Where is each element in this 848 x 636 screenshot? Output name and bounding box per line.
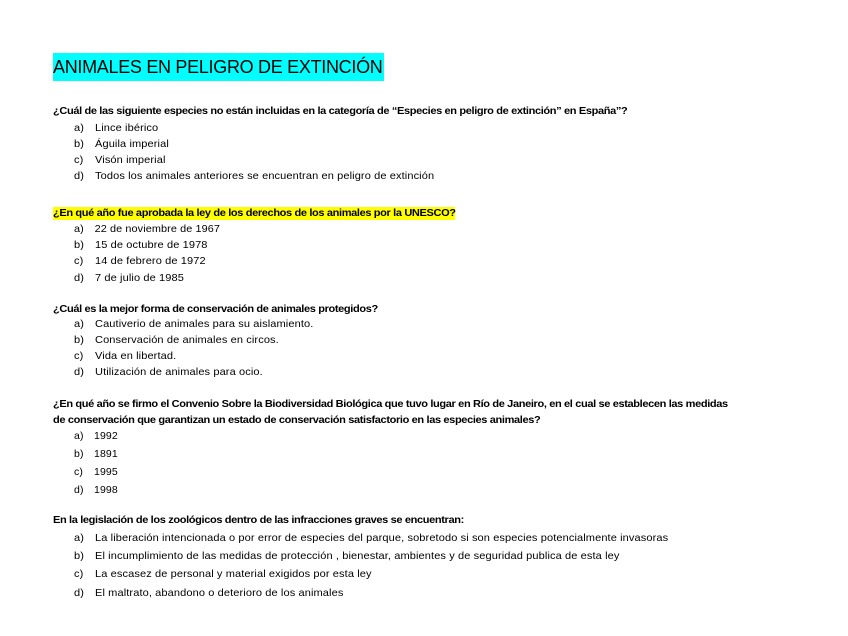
option-letter: a) [74,318,85,330]
option-text: El incumplimiento de las medidas de protección , bienestar, ambientes y de seguridad publica de esta ley [95,550,620,562]
option-text: 22 de noviembre de 1967 [94,223,220,235]
option-letter: a) [74,430,84,442]
option-letter: a) [74,223,84,235]
option-letter: c) [74,350,84,362]
answer-option [74,430,118,443]
option-text: 1995 [94,466,118,478]
answer-option [74,318,313,331]
answer-option [74,350,176,363]
answer-option [74,448,118,461]
option-letter: b) [74,138,85,150]
option-text: Vida en libertad. [95,350,177,362]
answer-option [74,138,169,151]
answer-option [74,272,184,285]
option-text: 7 de julio de 1985 [95,272,184,284]
option-text: Lince ibérico [95,122,159,134]
question-text: ¿En qué año fue aprobada la ley de los derechos de los animales por la UNESCO? [53,207,456,219]
answer-option [74,255,206,268]
option-letter: d) [74,272,85,284]
option-letter: b) [74,550,85,562]
option-letter: b) [74,334,85,346]
option-text: Todos los animales anteriores se encuentran en peligro de extinción [95,170,435,182]
option-letter: d) [74,587,85,599]
option-letter: c) [74,568,84,580]
option-letter: d) [74,484,84,496]
question-text: de conservación que garantizan un estado de conservación satisfactorio en las especies animales? [53,414,541,426]
option-text: Cautiverio de animales para su aislamiento. [95,318,314,330]
option-text: 14 de febrero de 1972 [95,255,206,267]
option-text: 1992 [94,430,118,442]
document-title: ANIMALES EN PELIGRO DE EXTINCIÓN [53,53,384,81]
option-text: Conservación de animales en circos. [95,334,279,346]
option-letter: c) [74,466,83,478]
option-text: El maltrato, abandono o deterioro de los animales [95,587,344,599]
question-text: En la legislación de los zoológicos dentro de las infracciones graves se encuentran: [53,514,464,526]
answer-option [74,223,220,236]
option-letter: c) [74,154,84,166]
option-letter: b) [74,448,84,460]
option-letter: b) [74,239,85,251]
option-text: 15 de octubre de 1978 [95,239,208,251]
answer-option [74,170,434,183]
answer-option [74,532,668,545]
answer-option [74,466,118,479]
answer-option [74,366,263,379]
option-text: La escasez de personal y material exigidos por esta ley [95,568,372,580]
option-letter: a) [74,122,85,134]
answer-option [74,334,279,347]
option-letter: a) [74,532,85,544]
question-text: ¿En qué año se firmo el Convenio Sobre la Biodiversidad Biológica que tuvo lugar en Río de Janeiro, en el cual se establecen las medidas [53,398,728,410]
answer-option [74,239,208,252]
question-text: ¿Cuál de las siguiente especies no están incluidas en la categoría de “Especies en peligro de extinción” en España”? [53,105,628,117]
option-text: Visón imperial [95,154,166,166]
answer-option [74,484,118,497]
option-text: Utilización de animales para ocio. [95,366,263,378]
answer-option [74,122,158,135]
answer-option [74,154,166,167]
option-text: 1998 [94,484,118,496]
answer-option [74,568,372,581]
option-text: La liberación intencionada o por error de especies del parque, sobretodo si son especies potencialmente invasoras [95,532,669,544]
option-text: Águila imperial [95,138,169,150]
answer-option [74,550,619,563]
option-letter: d) [74,366,85,378]
option-letter: d) [74,170,85,182]
option-text: 1891 [94,448,118,460]
question-text: ¿Cuál es la mejor forma de conservación de animales protegidos? [53,303,378,315]
answer-option [74,587,343,600]
option-letter: c) [74,255,84,267]
